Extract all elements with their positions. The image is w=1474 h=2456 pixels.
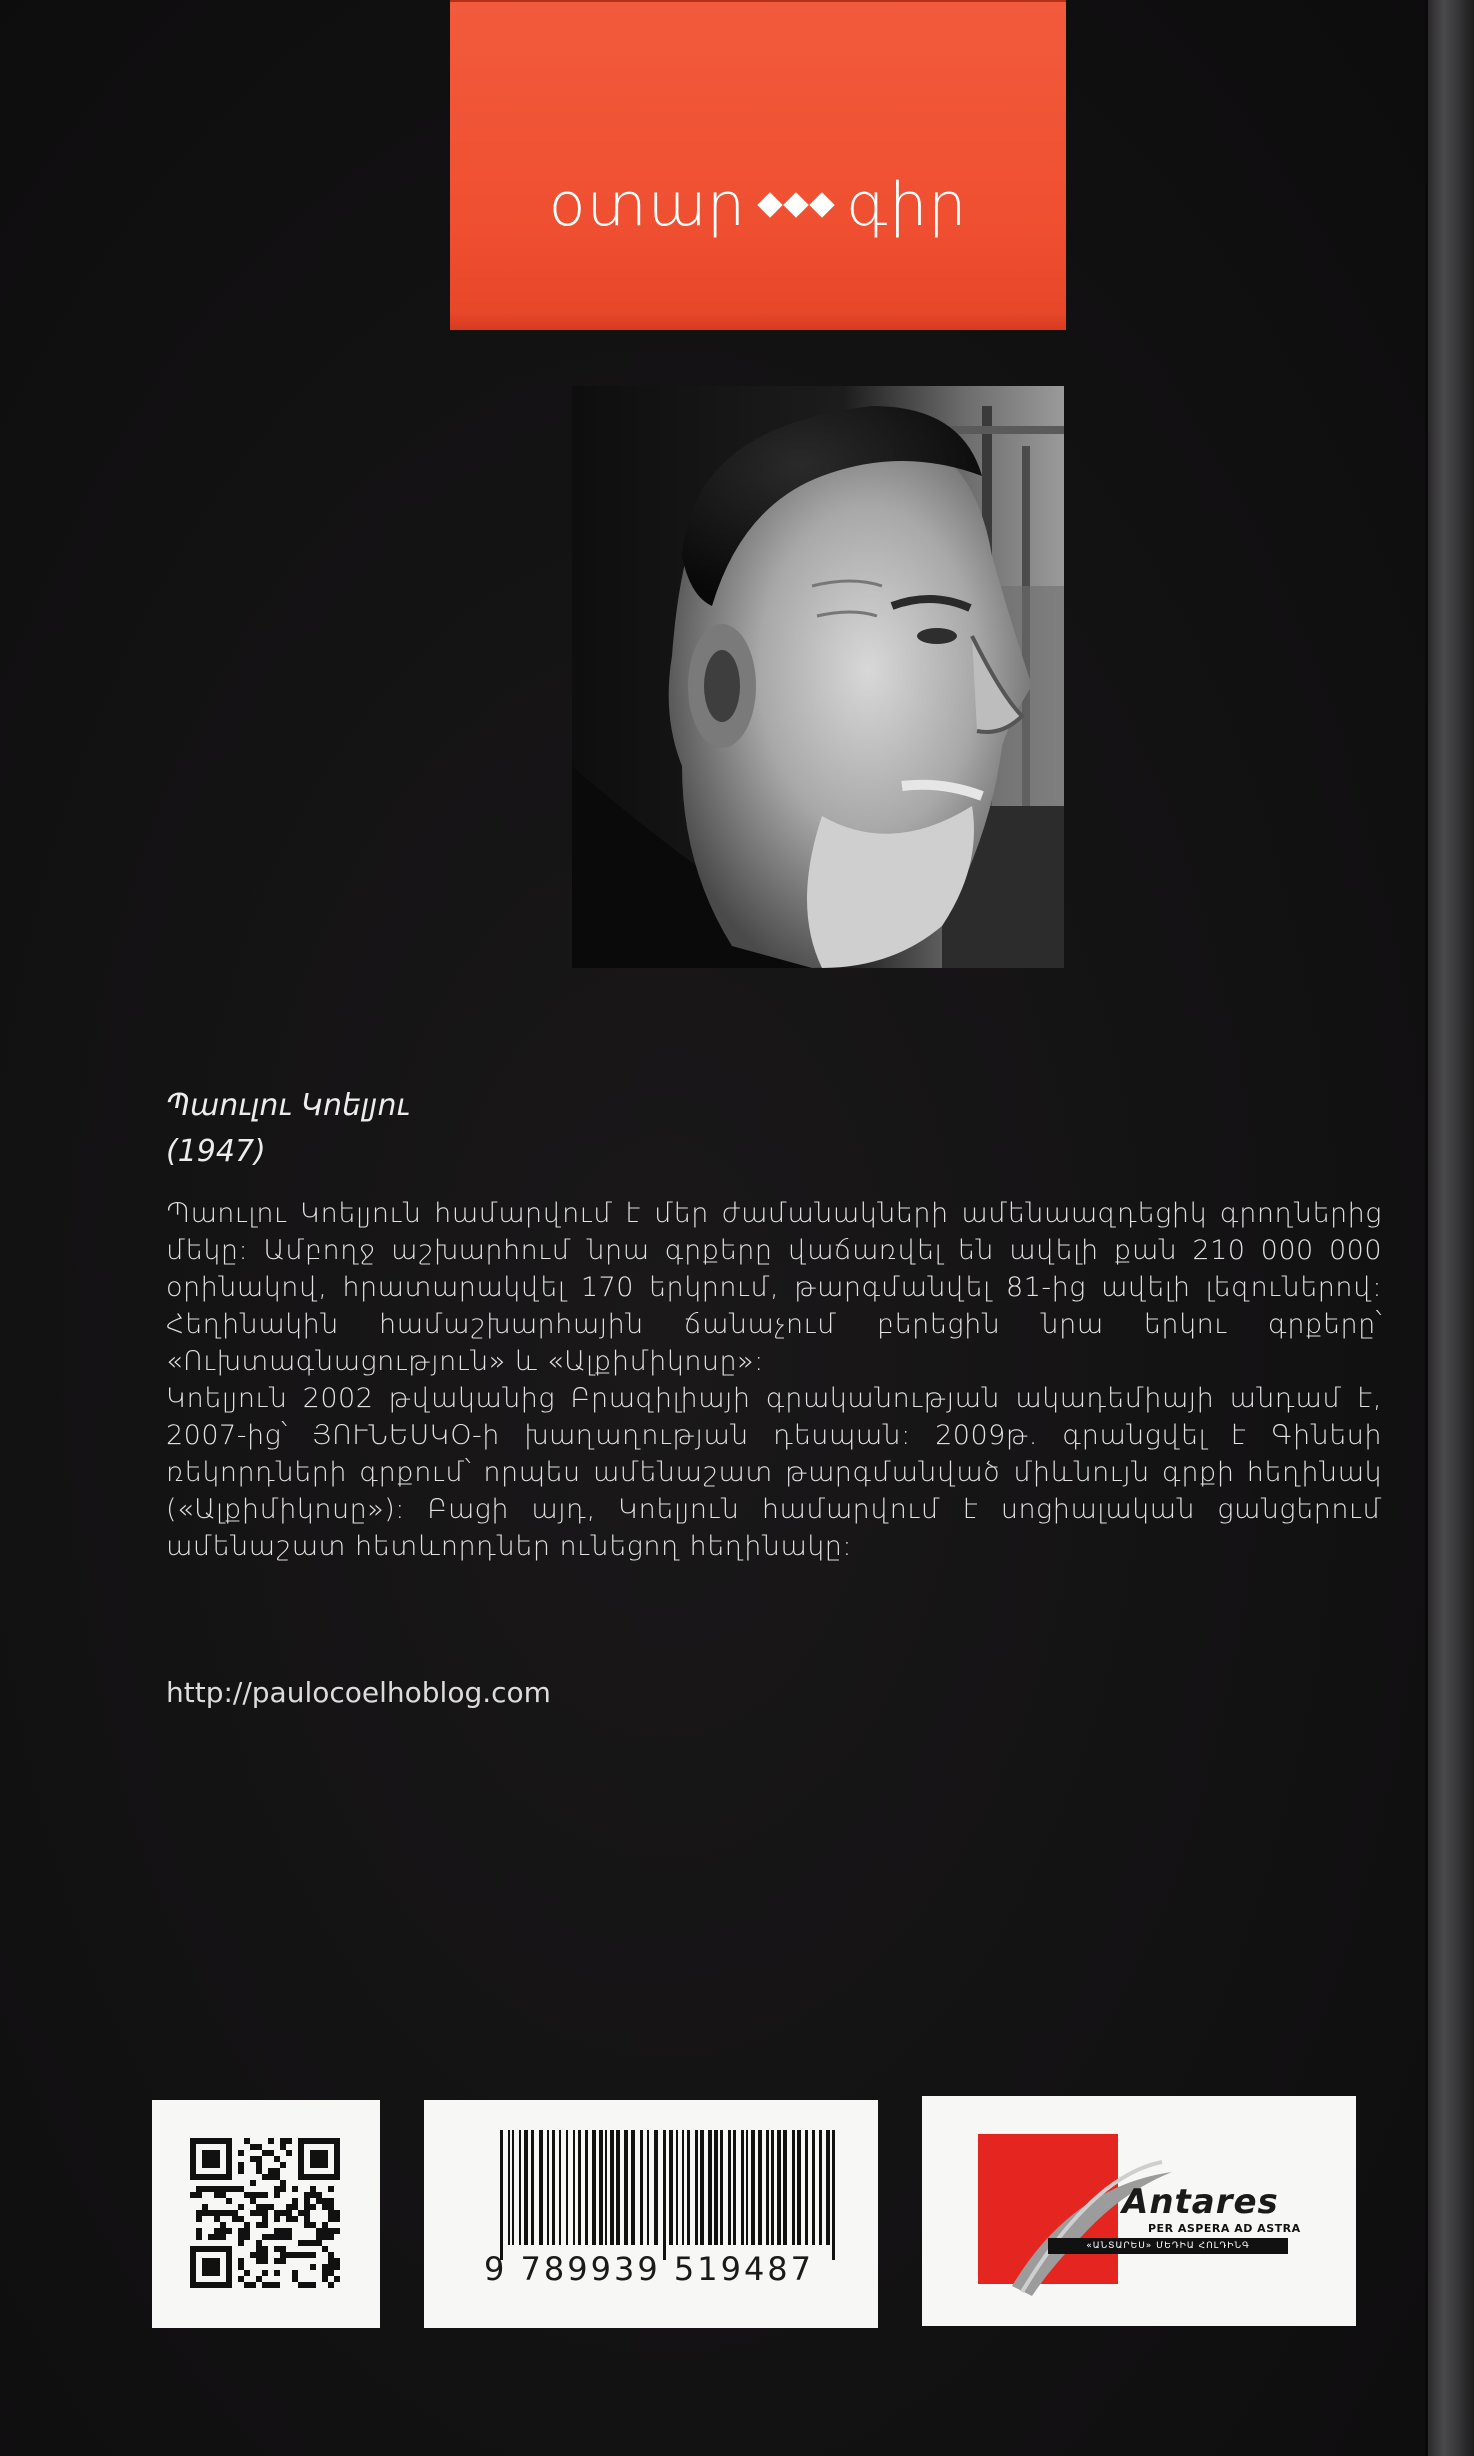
book-spine <box>1428 0 1474 2456</box>
isbn-barcode <box>424 2100 878 2328</box>
qr-code-icon <box>152 2100 380 2328</box>
publisher-motto: PER ASPERA AD ASTRA <box>1148 2222 1301 2235</box>
publisher-name: Antares <box>1122 2182 1279 2222</box>
author-name: Պաուլու Կոելյու <box>166 1088 410 1123</box>
series-title <box>450 170 1066 240</box>
diamonds-ornament-icon <box>758 196 834 214</box>
barcode-icon <box>424 2100 878 2328</box>
publisher-holding: «ԱՆՏԱՐԵՍ» ՄԵԴԻԱ ՀՈԼԴԻՆԳ <box>1048 2238 1288 2254</box>
bio-paragraph-1: Պաուլու Կոելյուն համարվում է մեր ժամանակների ամենաազդեցիկ գրողներից մեկը: Ամբողջ աշխարհում նրա գրքերը վաճառվել են ավելի քան 210 000 000 օրինակով, հրատարակվել 170 երկրում, թարգմանվել 81-ից ավելի լեզուներով: Հեղինակին համաշխարհային ճանաչում բերեցին նրա երկու գրքերը՝ «Ուխտագնացություն» և «Ալքիմիկոսը»: <box>166 1198 1382 1377</box>
series-right-word: գիր <box>846 170 968 240</box>
series-left-word: օտար <box>548 170 747 240</box>
qr-code <box>152 2100 380 2328</box>
author-blog-link[interactable]: http://paulocoelhoblog.com <box>166 1676 551 1709</box>
publisher-logo-panel <box>922 2096 1356 2326</box>
series-banner <box>450 0 1066 330</box>
author-biography <box>166 1195 1382 1565</box>
author-years: (1947) <box>166 1134 266 1169</box>
bio-paragraph-2: Կոելյուն 2002 թվականից Բրազիլիայի գրականության ակադեմիայի անդամ է, 2007-ից՝ ՅՈՒՆԵՍԿՕ-ի խաղաղության դեսպան: 2009թ. գրանցվել է Գինեսի ռեկորդների գրքում՝ որպես ամենաշատ թարգմանված միևնույն գրքի հեղինակ («Ալքիմիկոսը»): Բացի այդ, Կոելյուն համարվում է սոցիալական ցանցերում ամենաշատ հետևորդներ ունեցող հեղինակը: <box>166 1383 1382 1562</box>
author-portrait-photo <box>572 386 1064 968</box>
isbn-digits: 9 789939 519487 <box>484 2250 815 2288</box>
